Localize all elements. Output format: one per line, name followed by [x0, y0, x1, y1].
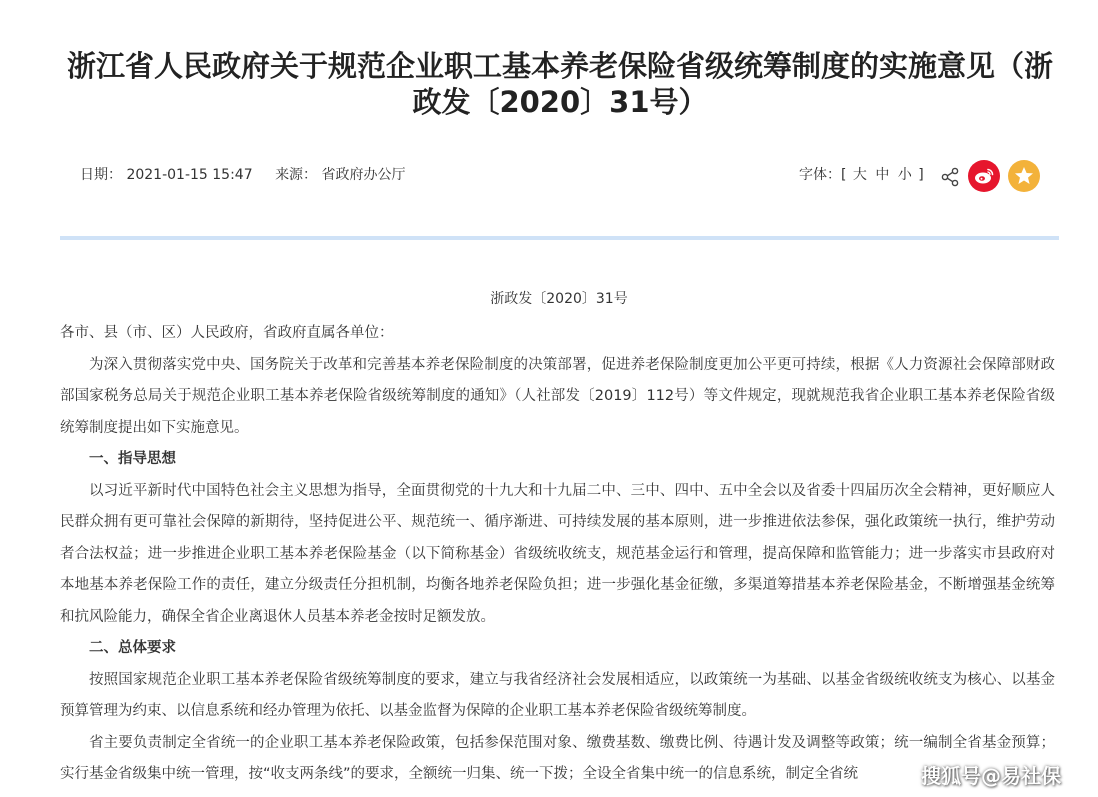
header-divider: [60, 236, 1059, 240]
favorite-star-icon[interactable]: [1008, 160, 1040, 192]
weibo-icon[interactable]: [968, 160, 1000, 192]
page-title: 浙江省人民政府关于规范企业职工基本养老保险省级统筹制度的实施意见（浙政发〔2020〕31号）: [66, 49, 1053, 119]
article-body: [60, 318, 1055, 791]
section-paragraph: 以习近平新时代中国特色社会主义思想为指导，全面贯彻党的十九大和十九届二中、三中、四中、五中全会以及省委十四届历次全会精神，更好顺应人民群众拥有更可靠社会保障的新期待，坚持促进公平、规范统一、循序渐进、可持续发展的基本原则，进一步推进依法参保，强化政策统一执行，维护劳动者合法权益；进一步推进企业职工基本养老保险基金（以下简称基金）省级统收统支，规范基金运行和管理，提高保障和监管能力；进一步落实市县政府对本地基本养老保险工作的责任，建立分级责任分担机制，均衡各地养老保险负担；进一步强化基金征缴，多渠道筹措基本养老保险基金，不断增强基金统筹和抗风险能力，确保全省企业离退休人员基本养老金按时足额发放。: [60, 482, 1055, 625]
intro-paragraph: 为深入贯彻落实党中央、国务院关于改革和完善基本养老保险制度的决策部署，促进养老保险制度更加公平更可持续，根据《人力资源社会保障部财政部国家税务总局关于规范企业职工基本养老保险省级统筹制度的通知》（人社部发〔2019〕112号）等文件规定，现就规范我省企业职工基本养老保险省级统筹制度提出如下实施意见。: [60, 356, 1055, 436]
section-heading: 二、总体要求: [89, 640, 176, 656]
bracket-close: ]: [918, 167, 924, 183]
font-size-small-button[interactable]: 小: [897, 167, 912, 183]
share-icon[interactable]: [940, 167, 960, 187]
addressee: 各市、县（市、区）人民政府，省政府直属各单位：: [60, 325, 394, 341]
section-paragraph: 按照国家规范企业职工基本养老保险省级统筹制度的要求，建立与我省经济社会发展相适应，以政策统一为基础、以基金省级统收统支为核心、以基金预算管理为约束、以信息系统和经办管理为依托、以基金监督为保障的企业职工基本养老保险省级统筹制度。: [60, 671, 1055, 719]
article-source: 来源： 省政府办公厅: [275, 167, 406, 183]
font-size-medium-button[interactable]: 中: [875, 167, 890, 183]
watermark: 搜狐号@易社保: [921, 764, 1061, 788]
document-number: 浙政发〔2020〕31号: [490, 291, 628, 307]
bracket-open: [: [841, 167, 847, 183]
section-paragraph: 省主要负责制定全省统一的企业职工基本养老保险政策，包括参保范围对象、缴费基数、缴费比例、待遇计发及调整等政策；统一编制全省基金预算；实行基金省级集中统一管理，按“收支两条线”的要求，全额统一归集、统一下拨；全设全省集中统一的信息系统，制定全省统: [60, 734, 1055, 782]
font-size-switcher: [799, 164, 924, 184]
publish-date: 日期： 2021-01-15 15:47: [80, 167, 253, 183]
font-size-label: 字体：: [799, 167, 841, 183]
section-heading: 一、指导思想: [89, 451, 176, 467]
font-size-large-button[interactable]: 大: [852, 167, 867, 183]
article-meta: [80, 164, 424, 184]
